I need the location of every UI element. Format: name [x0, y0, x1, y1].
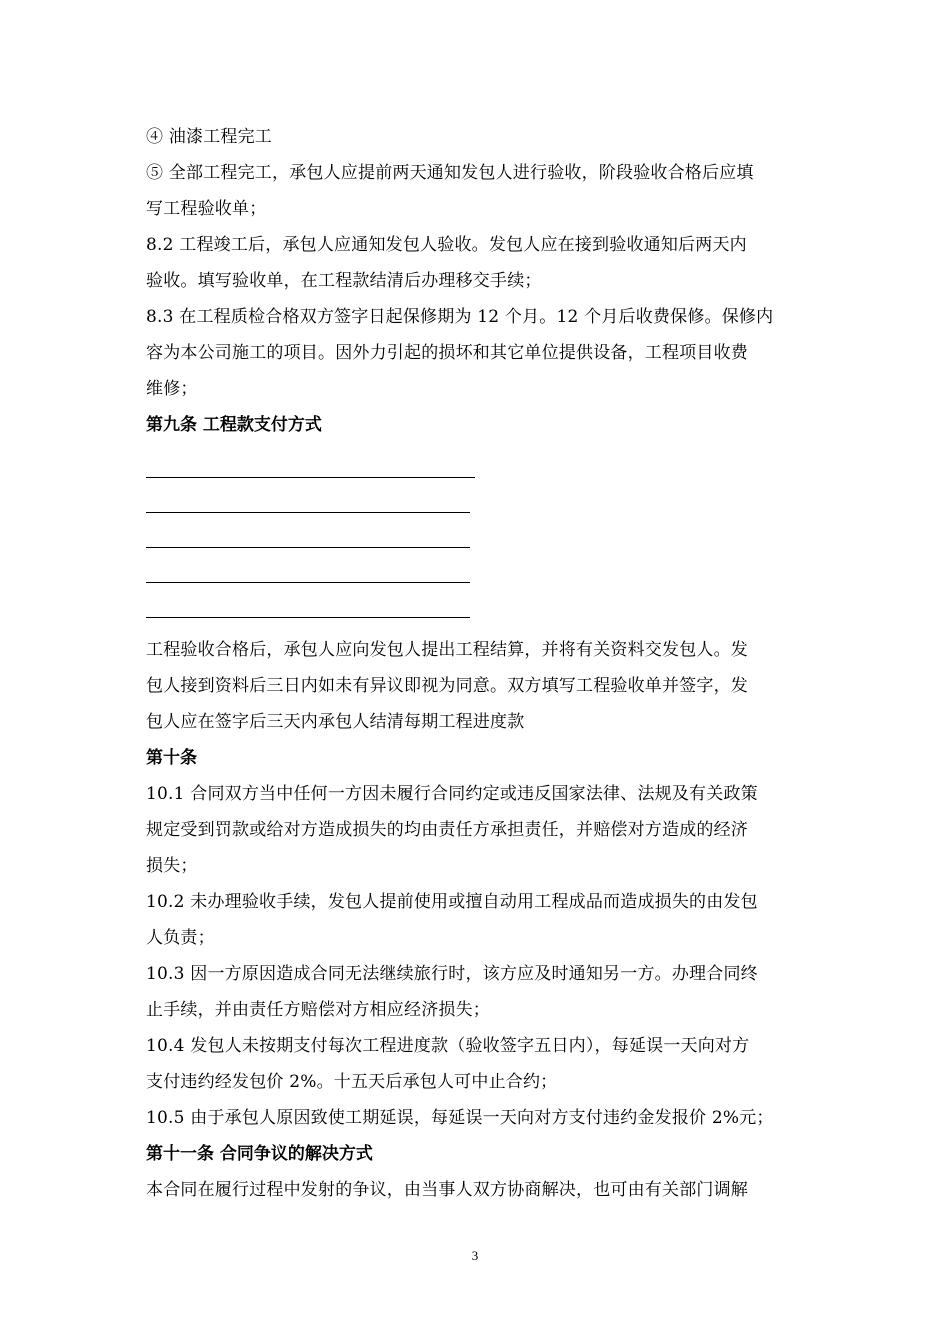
paragraph-line: 人负责；	[146, 928, 215, 948]
paragraph-line: 损失；	[146, 856, 198, 876]
paragraph-line: 10.4 发包人未按期支付每次工程进度款（验收签字五日内），每延误一天向对方	[146, 1036, 750, 1056]
paragraph-line: 10.3 因一方原因造成合同无法继续旅行时，该方应及时通知另一方。办理合同终	[146, 964, 758, 984]
blank-fill-line	[146, 484, 810, 519]
paragraph-line: 止手续，并由责任方赔偿对方相应经济损失；	[146, 1000, 490, 1020]
underline	[146, 582, 470, 583]
page-body	[146, 119, 810, 1208]
page-number: 3	[471, 1248, 479, 1263]
section-heading-9: 第九条 工程款支付方式	[146, 415, 322, 435]
paragraph-line: 本合同在履行过程中发射的争议，由当事人双方协商解决，也可由有关部门调解	[146, 1180, 748, 1200]
paragraph-line: 10.1 合同双方当中任何一方因未履行合同约定或违反国家法律、法规及有关政策	[146, 784, 758, 804]
paragraph-line: 10.2 未办理验收手续，发包人提前使用或擅自动用工程成品而造成损失的由发包	[146, 892, 758, 912]
paragraph-line: 包人接到资料后三日内如未有异议即视为同意。双方填写工程验收单并签字，发	[146, 676, 748, 696]
underline	[146, 547, 470, 548]
paragraph-line: 工程验收合格后，承包人应向发包人提出工程结算，并将有关资料交发包人。发	[146, 640, 748, 660]
underline	[146, 512, 470, 513]
paragraph-line: 10.5 由于承包人原因致使工期延误，每延误一天向对方支付违约金发报价 2%元；	[146, 1108, 774, 1128]
underline	[146, 617, 470, 618]
underline	[146, 477, 475, 478]
paragraph-line: 写工程验收单；	[146, 199, 267, 219]
paragraph-line: 8.3 在工程质检合格双方签字日起保修期为 12 个月。12 个月后收费保修。保修内	[146, 307, 774, 327]
section-heading-11: 第十一条 合同争议的解决方式	[146, 1144, 373, 1164]
paragraph-line: 支付违约经发包价 2%。十五天后承包人可中止合约；	[146, 1072, 558, 1092]
paragraph-line: 容为本公司施工的项目。因外力引起的损坏和其它单位提供设备，工程项目收费	[146, 343, 748, 363]
paragraph-line: 验收。填写验收单，在工程款结清后办理移交手续；	[146, 271, 542, 291]
blank-fill-line	[146, 554, 810, 589]
paragraph-line: 包人应在签字后三天内承包人结清每期工程进度款	[146, 712, 525, 732]
blank-fill-line	[146, 449, 810, 484]
paragraph-line: 维修；	[146, 379, 198, 399]
blank-fill-line	[146, 519, 810, 554]
paragraph-line: 8.2 工程竣工后，承包人应通知发包人验收。发包人应在接到验收通知后两天内	[146, 235, 747, 255]
paragraph-line: ④ 油漆工程完工	[146, 127, 273, 147]
spacer	[146, 624, 810, 632]
paragraph-line: ⑤ 全部工程完工，承包人应提前两天通知发包人进行验收，阶段验收合格后应填	[146, 163, 754, 183]
paragraph-line: 规定受到罚款或给对方造成损失的均由责任方承担责任，并赔偿对方造成的经济	[146, 820, 748, 840]
blank-fill-line	[146, 589, 810, 624]
section-heading-10: 第十条	[146, 748, 197, 768]
